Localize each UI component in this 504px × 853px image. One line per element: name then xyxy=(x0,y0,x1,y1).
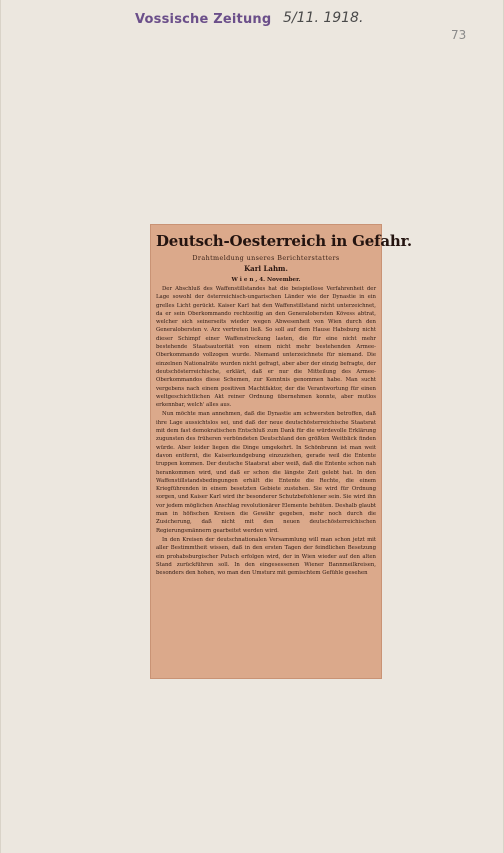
newspaper-clipping xyxy=(150,224,412,679)
newspaper-stamp: Vossische Zeitung xyxy=(135,12,272,27)
article-paragraph: Der Abschluß des Waffenstillstandes hat die beispiellose Verfahrenheit der Lage sowohl der österreichisch-ungarischen Länder wie der Dynastie in ein grelles Licht gerückt. Kaiser Karl hat den Waffenstillstand nicht unterzeichnet, da er sein Oberkommando rechtzeitig an den Generalobersten Kövess abtrat, welcher sich seinerseits wieder wegen Abwesenheit von Wien durch den Generalobersten v. Arz vertreten ließ. So soll auf dem Hause Habsburg nicht dieser Schimpf einer Waffenstreckung lasten, die für eine nicht mehr bestehende Staatsautorität von einem nicht mehr bestehenden Armee-Oberkommando vollzogen wurde. Niemand unterzeichnete für niemand. Die einzelnen Nationalräte wurden nicht gefragt, aber aber der einzig befragte, der deutschösterreichische, erklärt, daß er nur die Mitteilung des Armee-Oberkommandos diese Schemen, zur Kenntnis genommen habe. Man sucht vergebens nach einem positiven Machtfaktor, der die Verantwortung für einen weltgeschichtlichen Akt reiner Ordnung übernehmen konnte, aber mutlos erkennbar, welch' alles aus. xyxy=(156,286,376,409)
article-author: Karl Lahm. xyxy=(244,264,288,273)
article-paragraph: In den Kreisen der deutschnationalen Versammlung will man schon jetzt mit aller Bestimmtheit wissen, daß in den ersten Tagen der feindlichen Besetzung ein prohabsburgischer Putsch erfolgen wird, der in Wien wieder auf den alten Stand zurückführen soll. In den eingesessenen Wiener Bannmeilkreisen, besonders den hohen, wo man den Umsturz mit gemischtem Gefühle gesehen xyxy=(156,536,376,577)
article-dateline: W i e n , 4. November. xyxy=(231,277,301,283)
handwritten-date: 5/11. 1918. xyxy=(283,10,364,26)
article-body xyxy=(156,285,376,577)
article-headline: Deutsch-Oesterreich in Gefahr. xyxy=(156,232,412,250)
article-subline: Drahtmeldung unseres Berichterstatters xyxy=(192,254,340,262)
page-number: 73 xyxy=(451,28,467,42)
article-paragraph: Nun möchte man annehmen, daß die Dynastie am schwersten betroffen, daß ihre Lage aussichtslos sei, und daß der neue deutschösterreichische Staatsrat mit dem fast demokratischen Entschluß zum Dank für die würdevolle Erklärung zugunsten des früheren verbündeten Deutschland den größten Weitblick finden würde. Aber leider liegen die Dinge umgekehrt. In Schönbrunn ist man weit davon entfernt, die Kaiserkundgebung einzuziehen, gerade weil die Entente truppen kommen. Der deutsche Staatsrat aber weiß, daß die Entente schon nah herankommen wird, und daß er schon die längste Zeit gelebt hat. In den Waffenstillstandsbedingungen erhält die Entente die Rechte, die einem Kriegführenden in einem besetzten Gebiete zustehen. Sie wird für Ordnung sorgen, und Kaiser Karl wird ihr besonderer Schutzbefohlener sein. Sie wird ihn vor jedem möglichen Anschlag revolutionärer Elemente behüten. Deshalb glaubt man in höfischen Kreisen die Gewähr gegeben, mehr noch durch die Zusicherung, daß nicht mit den neuen deutschösterreichischen Regierungsmännern gearbeitet werden wird. xyxy=(156,411,376,534)
